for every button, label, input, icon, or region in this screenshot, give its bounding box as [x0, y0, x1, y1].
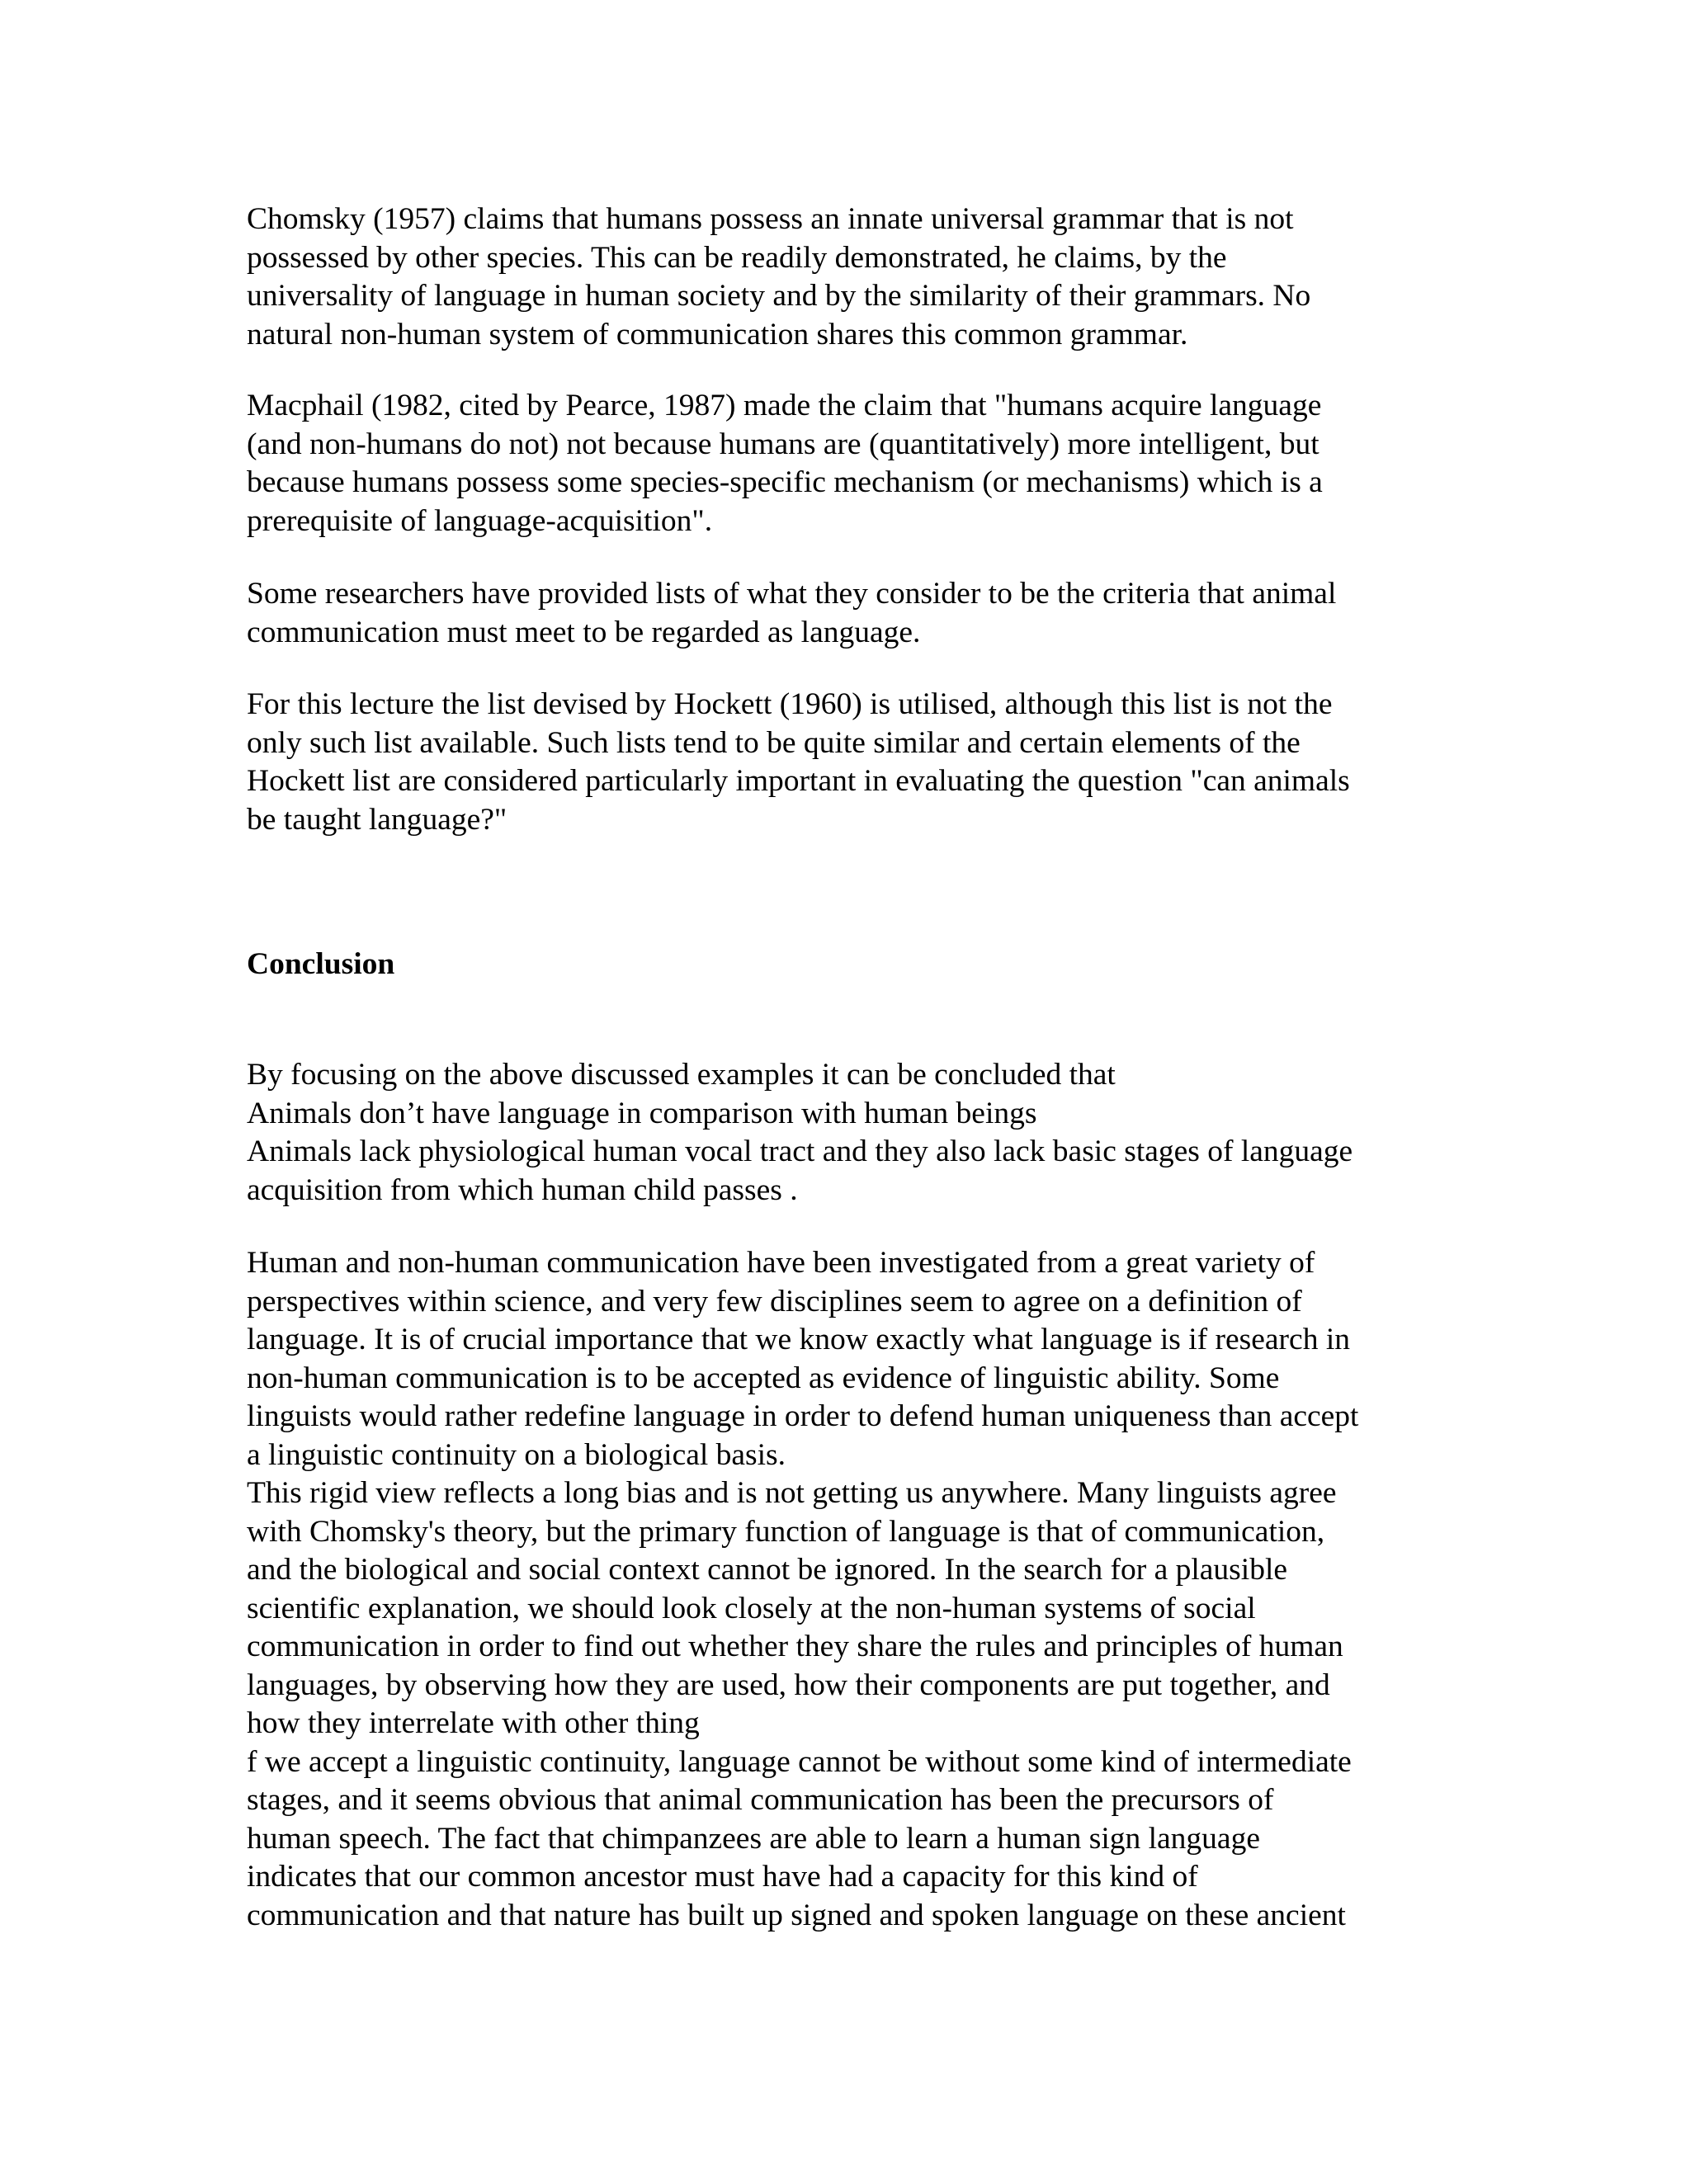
- text-line: f we accept a linguistic continuity, language cannot be without some kind of intermediate: [247, 1744, 1352, 1779]
- paragraph-macphail: [247, 387, 1468, 540]
- text-line: non-human communication is to be accepted as evidence of linguistic ability. Some: [247, 1361, 1280, 1395]
- text-line: communication and that nature has built up signed and spoken language on these ancient: [247, 1898, 1346, 1932]
- paragraph-discussion: [247, 1244, 1468, 1935]
- text-line: Animals don’t have language in comparison with human beings: [247, 1096, 1037, 1130]
- text-line: language. It is of crucial importance that we know exactly what language is if research in: [247, 1323, 1350, 1356]
- text-line: Human and non-human communication have been investigated from a great variety of: [247, 1246, 1315, 1280]
- text-line: only such list available. Such lists tend to be quite similar and certain elements of the: [247, 725, 1301, 760]
- text-line: Macphail (1982, cited by Pearce, 1987) made the claim that "humans acquire language: [247, 389, 1322, 422]
- text-line: because humans possess some species-specific mechanism (or mechanisms) which is a: [247, 465, 1323, 499]
- text-line: languages, by observing how they are used, how their components are put together, and: [247, 1667, 1330, 1702]
- text-line: communication in order to find out whether they share the rules and principles of human: [247, 1630, 1343, 1663]
- text-line: (and non-humans do not) not because humans are (quantitatively) more intelligent, but: [247, 427, 1319, 461]
- text-line: Some researchers have provided lists of what they consider to be the criteria that animal: [247, 577, 1337, 611]
- text-line: scientific explanation, we should look closely at the non-human systems of social: [247, 1591, 1256, 1625]
- text-line: indicates that our common ancestor must have had a capacity for this kind of: [247, 1860, 1198, 1894]
- text-line: Animals lack physiological human vocal tract and they also lack basic stages of language: [247, 1134, 1353, 1168]
- text-line: This rigid view reflects a long bias and is not getting us anywhere. Many linguists agree: [247, 1476, 1337, 1510]
- paragraph-chomsky: [247, 200, 1468, 354]
- text-line: linguists would rather redefine language in order to defend human uniqueness than accept: [247, 1399, 1359, 1433]
- text-line: and the biological and social context cannot be ignored. In the search for a plausible: [247, 1553, 1288, 1587]
- text-line: By focusing on the above discussed examples it can be concluded that: [247, 1058, 1116, 1092]
- conclusion-heading: [247, 946, 1468, 984]
- text-line: natural non-human system of communication shares this common grammar.: [247, 317, 1188, 351]
- text-line: Hockett list are considered particularly important in evaluating the question "can animals: [247, 764, 1350, 798]
- text-line: For this lecture the list devised by Hockett (1960) is utilised, although this list is not the: [247, 687, 1333, 721]
- text-line: possessed by other species. This can be readily demonstrated, he claims, by the: [247, 240, 1227, 275]
- paragraph-conclusion-points: [247, 1056, 1468, 1210]
- paragraph-criteria: [247, 575, 1468, 652]
- text-line: be taught language?": [247, 802, 507, 837]
- heading-text: Conclusion: [247, 947, 395, 981]
- text-line: human speech. The fact that chimpanzees are able to learn a human sign language: [247, 1821, 1260, 1856]
- text-line: stages, and it seems obvious that animal communication has been the precursors of: [247, 1783, 1274, 1817]
- text-line: communication must meet to be regarded as language.: [247, 615, 921, 649]
- text-line: universality of language in human society and by the similarity of their grammars. No: [247, 279, 1311, 313]
- text-line: with Chomsky's theory, but the primary function of language is that of communication,: [247, 1514, 1325, 1549]
- text-line: a linguistic continuity on a biological basis.: [247, 1437, 786, 1472]
- text-line: Chomsky (1957) claims that humans possess an innate universal grammar that is not: [247, 202, 1294, 236]
- text-line: perspectives within science, and very few disciplines seem to agree on a definition of: [247, 1284, 1302, 1318]
- text-line: prerequisite of language-acquisition".: [247, 503, 713, 538]
- text-line: how they interrelate with other thing: [247, 1706, 700, 1740]
- text-line: acquisition from which human child passes .: [247, 1172, 798, 1207]
- paragraph-hockett: [247, 686, 1468, 839]
